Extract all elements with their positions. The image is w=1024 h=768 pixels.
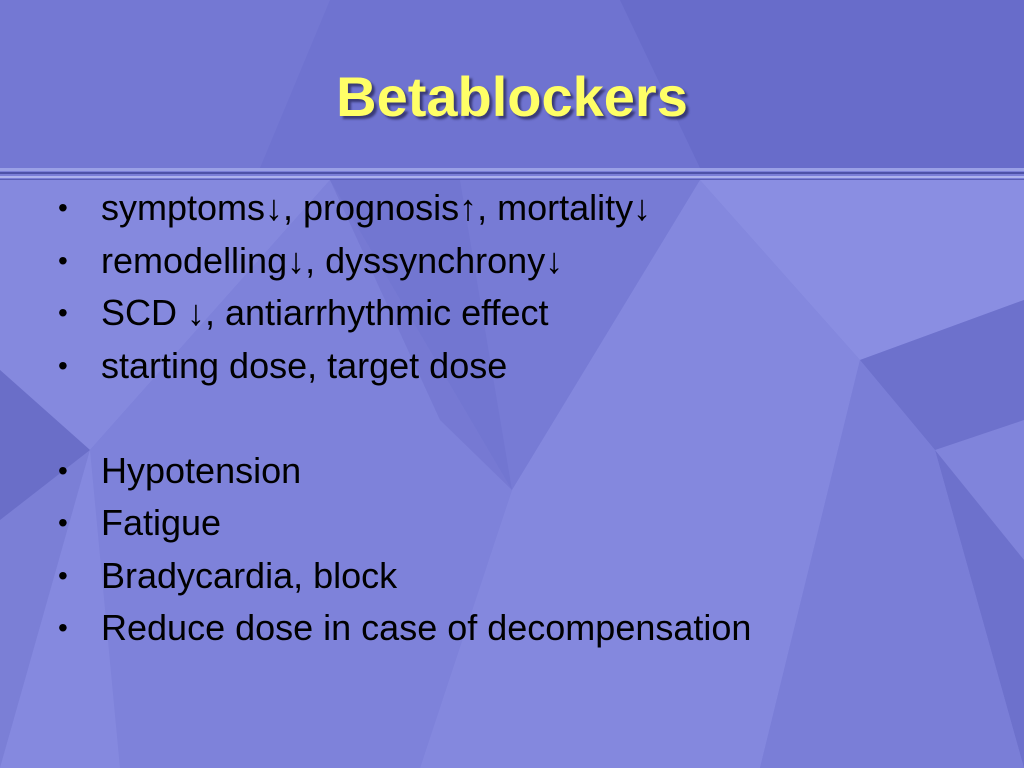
bullet-list — [58, 182, 751, 655]
list-spacer — [58, 392, 751, 445]
bullet-item — [58, 497, 751, 550]
bullet-dot: • — [58, 454, 68, 486]
header-rule — [0, 179, 1024, 180]
slide-title: Betablockers — [336, 65, 688, 128]
bullet-item — [58, 550, 751, 603]
bullet-item — [58, 235, 751, 288]
bullet-text: SCD ↓, antiarrhythmic effect — [101, 292, 549, 333]
bullet-text: starting dose, target dose — [101, 344, 508, 386]
bullet-item — [58, 182, 751, 235]
bullet-dot: • — [58, 244, 68, 276]
bullet-item — [58, 445, 751, 498]
bullet-dot: • — [58, 349, 68, 381]
bullet-text: Reduce dose in case of decompensation — [101, 607, 752, 648]
bullet-text: symptoms↓, prognosis↑, mortality↓ — [101, 187, 652, 228]
header-rule — [0, 168, 1024, 171]
bullet-item — [58, 287, 751, 340]
bullet-text: Hypotension — [101, 449, 302, 491]
bullet-dot: • — [58, 612, 68, 643]
header-rule — [0, 176, 1024, 178]
bullet-dot: • — [58, 507, 68, 538]
bullet-dot: • — [58, 297, 68, 328]
bullet-dot: • — [58, 559, 68, 591]
bullet-item — [58, 340, 751, 393]
bullet-text: remodelling↓, dyssynchrony↓ — [101, 239, 564, 281]
bullet-text: Fatigue — [101, 502, 222, 543]
bullet-text: Bradycardia, block — [101, 554, 398, 596]
bullet-item — [58, 602, 751, 655]
header-rule — [0, 172, 1024, 174]
bullet-dot: • — [58, 192, 68, 223]
